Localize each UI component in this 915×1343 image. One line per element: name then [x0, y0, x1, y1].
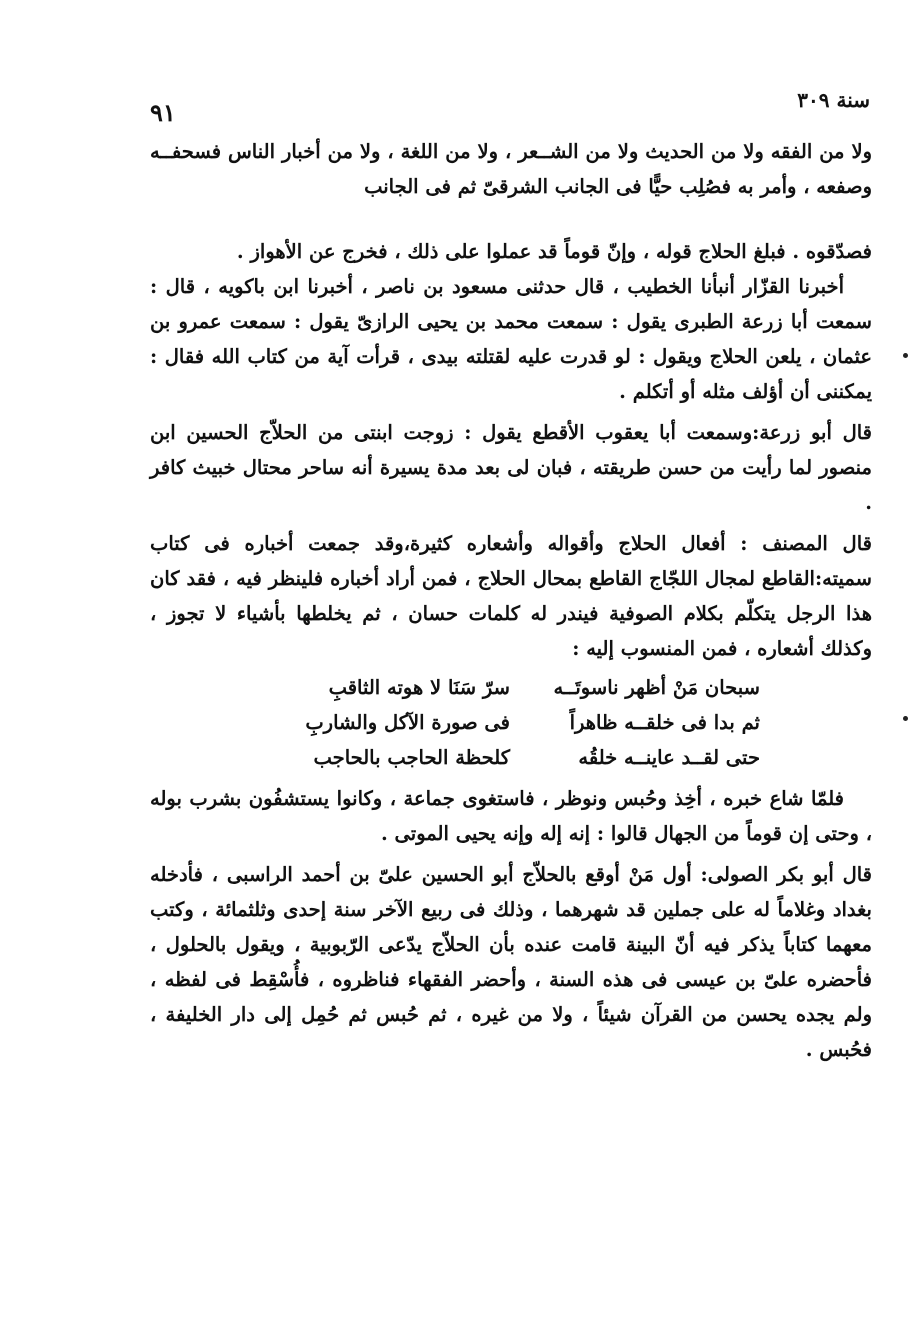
- poem: [150, 670, 872, 775]
- paragraph: فلمّا شاع خبره ، أخِذ وحُبس ونوظر ، فاستغوى جماعة ، وكانوا يستشفُون بشرب بوله ، وحتى إن قوماً من الجهال قالوا : إنه إله وإنه يحيى الموتى .: [150, 787, 872, 845]
- verse-second-hemistich: فى صورة الآكل والشاربِ: [305, 711, 510, 734]
- paragraph: فصدّقوه . فبلغ الحلاج قوله ، وإنّ قوماً قد عملوا على ذلك ، فخرج عن الأهواز .: [236, 240, 872, 263]
- paragraph: قال المصنف : أفعال الحلاج وأقواله وأشعاره كثيرة،وقد جمعت أخباره فى كتاب سميته:القاطع لمجال اللجّاج القاطع بمحال الحلاج ، فمن أراد أخباره فلينظر فيه ، فقد كان هذا الرجل يتكلّم بكلام الصوفية فيندر له كلمات حسان ، ثم يخلطها بأشياء لا تجوز ، وكذلك أشعاره ، فمن المنسوب إليه :: [150, 532, 872, 660]
- paragraph: قال أبو زرعة:وسمعت أبا يعقوب الأقطع يقول : زوجت ابنتى من الحلاّج الحسين ابن منصور لما رأيت من حسن طريقته ، فبان لى بعد مدة يسيرة أنه ساحر محتال خبيث كافر .: [150, 421, 872, 514]
- paragraph: أخبرنا القزّار أنبأنا الخطيب ، قال حدثنى مسعود بن ناصر ، أخبرنا ابن باكويه ، قال : سمعت أبا زرعة الطبرى يقول : سمعت محمد بن يحيى الرازىّ يقول : سمعت عمرو بن عثمان ، يلعن الحلاج ويقول : لو قدرت عليه لقتلته بيدى ، قرأت آية من كتاب الله فقال : يمكننى أن أؤلف مثله أو أتكلم .: [150, 275, 872, 403]
- poem-verse: [150, 705, 760, 740]
- paragraph: ولا من الفقه ولا من الحديث ولا من الشــعر ، ولا من اللغة ، ولا من أخبار الناس فسحفــه وصفعه ، وأمر به فصُلِب حيًّا فى الجانب الشرقىّ ثم فى الجانب: [150, 140, 872, 198]
- verse-first-hemistich: سبحان مَنْ أظهر ناسوتَــه: [553, 676, 760, 699]
- verse-second-hemistich: كلحظة الحاجب بالحاجب: [313, 746, 510, 769]
- main-text: [150, 134, 872, 1067]
- running-head-year: سنة ٣٠٩: [797, 88, 870, 112]
- page-header: [150, 88, 870, 128]
- margin-dot: [903, 353, 908, 358]
- poem-verse: [150, 670, 760, 705]
- verse-second-hemistich: سرّ سَنَا لا هوته الثاقبِ: [328, 676, 510, 699]
- verse-first-hemistich: حتى لقــد عاينــه خلقُه: [578, 746, 760, 769]
- page-number: ٩١: [150, 98, 176, 127]
- poem-verse: [150, 740, 760, 775]
- verse-first-hemistich: ثم بدا فى خلقــه ظاهراً: [569, 711, 760, 734]
- paragraph: قال أبو بكر الصولى: أول مَنْ أوقع بالحلاّج أبو الحسين علىّ بن أحمد الراسبى ، فأدخله بغداد وغلاماً له على جملين قد شهرهما ، وذلك فى ربيع الآخر سنة إحدى وثلثمائة ، وكتب معهما كتاباً يذكر فيه أنّ البينة قامت عنده بأن الحلاّج يدّعى الرّبوبية ، ويقول بالحلول ، فأحضره علىّ بن عيسى فى هذه السنة ، وأحضر الفقهاء فناظروه ، فأُسْقِط فى لفظه ، ولم يجده يحسن من القرآن شيئاً ، ولا من غيره ، ثم حُبس ثم حُمِل إلى دار الخليفة ، فحُبس .: [150, 863, 872, 1061]
- margin-dot: [903, 716, 908, 721]
